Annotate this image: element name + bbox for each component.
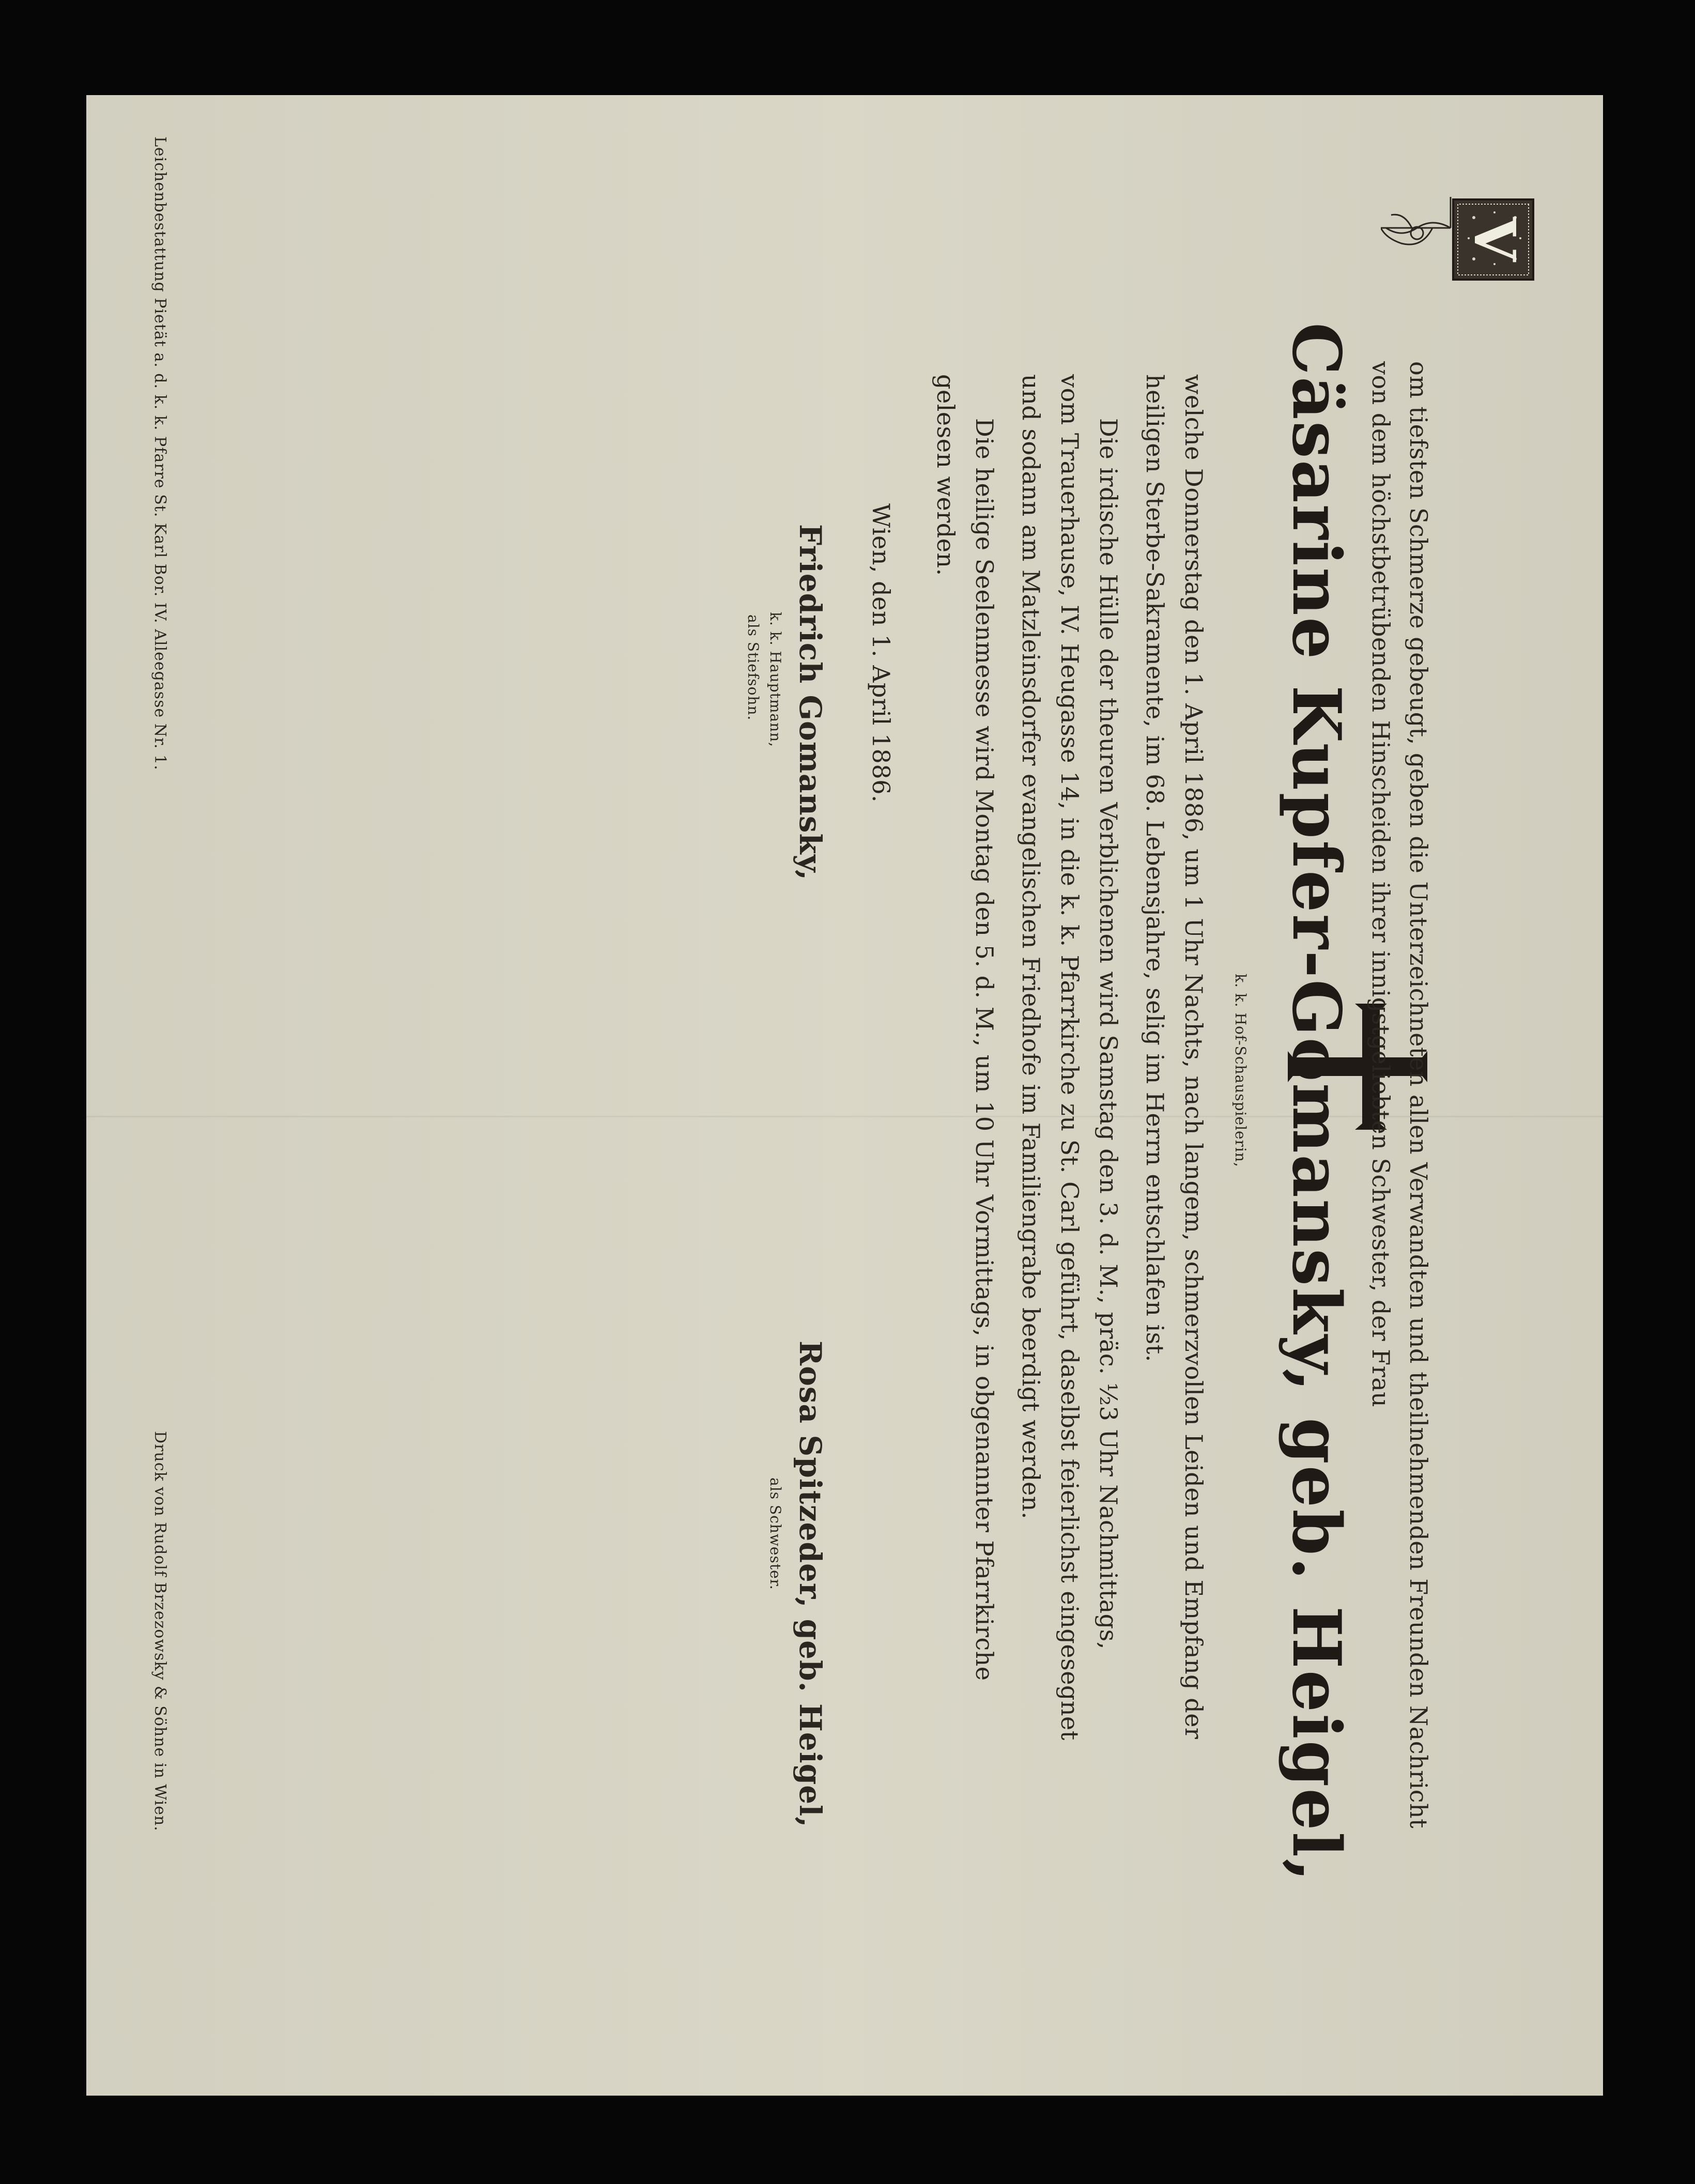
svg-text:V: V: [1461, 217, 1528, 262]
mourning-notice-sheet: [86, 95, 1603, 2096]
footer-printer: Druck von Rudolf Brzezowsky & Söhne in Wien.: [151, 1431, 169, 1832]
signer-1-name: Friedrich Gomansky,: [793, 524, 828, 881]
intro-line-1: om tiefsten Schmerze gebeugt, geben die Unterzeichneten allen Verwandten und theilnehmenden Freunden Nachricht: [1405, 361, 1432, 1829]
footer-funeral-service: Leichenbestattung Pietät a. d. k. k. Pfarre St. Karl Bor. IV. Alleegasse Nr. 1.: [151, 136, 169, 771]
signer-2-role: als Schwester.: [767, 1478, 784, 1590]
rotated-notice-content: [86, 95, 1603, 2096]
ornamental-initial-v: [1381, 197, 1536, 352]
body-line-3: Die irdische Hülle der theuren Verblichenen wird Samstag den 3. d. M., präc. ½3 Uhr Nachmittags,: [1095, 418, 1122, 1650]
signer-2-name: Rosa Spitzeder, geb. Heigel,: [793, 1341, 828, 1828]
deceased-name: Cäsarine Kupfer-Gomansky, geb. Heigel,: [1277, 322, 1355, 1883]
intro-line-2: von dem höchstbetrübenden Hinscheiden ihrer innigstgeliebten Schwester, der Frau: [1367, 361, 1395, 1408]
body-line-1: welche Donnerstag den 1. April 1886, um 1 Uhr Nachts, nach langem, schmerzvollen Leiden und Empfang der: [1180, 374, 1208, 1740]
place-date: Wien, den 1. April 1886.: [867, 503, 895, 803]
signer-1-role-1: k. k. Hauptmann,: [767, 612, 784, 748]
body-line-2: heiligen Sterbe-Sakramente, im 68. Lebensjahre, selig im Herrn entschlafen ist.: [1141, 374, 1169, 1362]
signer-1-role-2: als Stiefsohn.: [745, 614, 762, 721]
deceased-title: k. k. Hof-Schauspielerin,: [1232, 974, 1249, 1167]
body-line-7: gelesen werden.: [932, 374, 960, 576]
body-line-6: Die heilige Seelenmesse wird Montag den 5. d. M., um 10 Uhr Vormittags, in obgenannter Pfarrkirche: [970, 418, 998, 1681]
body-line-5: und sodann am Matzleinsdorfer evangelischen Friedhofe im Familiengrabe beerdigt werden.: [1017, 374, 1045, 1519]
body-line-4: vom Trauerhause, IV. Heugasse 14, in die k. k. Pfarrkirche zu St. Carl geführt, daselbst feierlichst eingesegnet: [1056, 374, 1084, 1741]
